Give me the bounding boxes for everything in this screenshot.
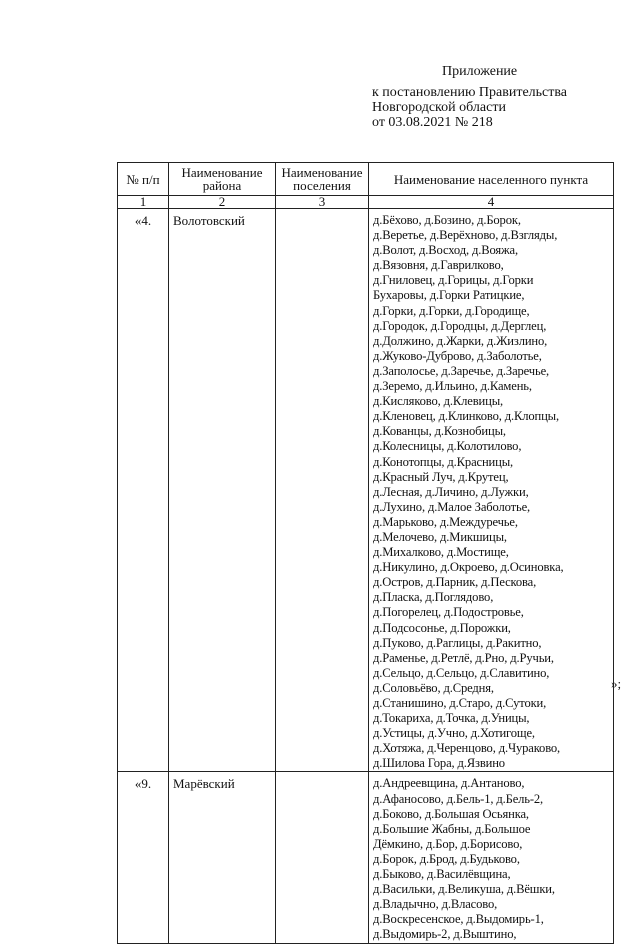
locality-line: д.Кленовец, д.Клинково, д.Клопцы,	[373, 409, 559, 424]
district-name: Волотовский	[169, 209, 276, 772]
settlements-table	[117, 162, 614, 944]
locality-line: д.Соловьёво, д.Средня,	[373, 680, 494, 695]
row-number: «4.	[118, 209, 169, 772]
col-number-3: 3	[276, 196, 369, 209]
locality-line: д.Марьково, д.Междуречье,	[373, 514, 518, 529]
locality-line: д.Конотопцы, д.Красницы,	[373, 454, 514, 469]
locality-line: д.Бёхово, д.Бозино, д.Борок,	[373, 213, 521, 227]
locality-line: д.Кисляково, д.Клевицы,	[373, 394, 504, 409]
locality-line: д.Устицы, д.Учно, д.Хотигоще,	[373, 726, 535, 741]
col-header-settlement: Наименование поселения	[276, 163, 369, 196]
locality-line: д.Колесницы, д.Колотилово,	[373, 439, 522, 454]
settlement-name	[276, 772, 369, 943]
locality-line: д.Подсосонье, д.Порожки,	[373, 620, 511, 635]
locality-line: д.Шилова Гора, д.Язвино	[373, 756, 505, 771]
decree-reference-line: к постановлению Правительства	[372, 85, 568, 100]
locality-line: д.Васильки, д.Великуша, д.Вёшки,	[373, 882, 555, 897]
locality-line: д.Пуково, д.Раглицы, д.Ракитно,	[373, 635, 542, 650]
locality-list	[369, 209, 614, 772]
locality-line: Бухаровы, д.Горки Ратицкие,	[373, 288, 525, 303]
locality-line: д.Хотяжа, д.Черенцово, д.Чураково,	[373, 741, 561, 756]
locality-line: д.Кованцы, д.Кознобицы,	[373, 424, 506, 439]
locality-line: д.Большие Жабны, д.Большое	[373, 821, 531, 836]
locality-line: д.Пласка, д.Поглядово,	[373, 590, 494, 605]
locality-line: д.Лухино, д.Малое Заболотье,	[373, 499, 531, 514]
col-number-2: 2	[169, 196, 276, 209]
locality-line: д.Никулино, д.Окроево, д.Осиновка,	[373, 560, 564, 575]
appendix-header	[372, 64, 632, 130]
locality-line: д.Городок, д.Городцы, д.Дерглец,	[373, 318, 547, 333]
decree-date-line: от 03.08.2021 № 218	[372, 115, 493, 130]
locality-line: д.Зеремо, д.Ильино, д.Камень,	[373, 379, 532, 394]
locality-line: д.Вязовня, д.Гаврилково,	[373, 258, 504, 273]
col-number-1: 1	[118, 196, 169, 209]
table-row	[118, 772, 614, 943]
locality-line: д.Жуково-Дуброво, д.Заболотье,	[373, 348, 542, 363]
locality-line: д.Борок, д.Брод, д.Будьково,	[373, 851, 520, 866]
locality-line: д.Михалково, д.Мостище,	[373, 545, 509, 560]
row-number: «9.	[118, 772, 169, 943]
settlement-name	[276, 209, 369, 772]
district-name: Марёвский	[169, 772, 276, 943]
locality-line: Дёмкино, д.Бор, д.Борисово,	[373, 836, 523, 851]
locality-line: д.Веретье, д.Верёхново, д.Взгляды,	[373, 228, 558, 243]
locality-line: д.Мелочево, д.Микшицы,	[373, 529, 507, 544]
table-row	[118, 209, 614, 772]
locality-line: д.Гниловец, д.Горицы, д.Горки	[373, 273, 534, 288]
locality-line: д.Выдомирь-2, д.Выштино,	[373, 927, 517, 942]
locality-line: д.Горки, д.Горки, д.Городище,	[373, 303, 530, 318]
locality-line: д.Красный Луч, д.Крутец,	[373, 469, 509, 484]
decree-region-line: Новгородской области	[372, 100, 506, 115]
locality-line: д.Владычно, д.Власово,	[373, 897, 498, 912]
col-header-district: Наименование района	[169, 163, 276, 196]
locality-line: д.Должино, д.Жарки, д.Жизлино,	[373, 333, 548, 348]
locality-line: д.Станишино, д.Старо, д.Сутоки,	[373, 696, 547, 710]
locality-line: д.Заполосье, д.Заречье, д.Заречье,	[373, 363, 550, 378]
locality-line: д.Андреевщина, д.Антаново,	[373, 776, 525, 791]
column-number-row	[118, 196, 614, 209]
locality-line: д.Лесная, д.Личино, д.Лужки,	[373, 484, 529, 499]
locality-line: д.Волот, д.Восход, д.Вояжа,	[373, 243, 518, 258]
locality-line: д.Погорелец, д.Подостровье,	[373, 605, 524, 620]
locality-list	[369, 772, 614, 943]
col-header-locality: Наименование населенного пункта	[369, 163, 614, 196]
col-number-4: 4	[369, 196, 614, 209]
locality-line: д.Остров, д.Парник, д.Пескова,	[373, 575, 537, 590]
locality-line: д.Афаносово, д.Бель-1, д.Бель-2,	[373, 791, 544, 806]
appendix-title: Приложение	[442, 64, 518, 79]
table-header-row	[118, 163, 614, 196]
locality-line: д.Воскресенское, д.Выдомирь-1,	[373, 912, 544, 927]
locality-line: д.Раменье, д.Ретлё, д.Рно, д.Ручьи,	[373, 650, 554, 665]
locality-line: д.Боково, д.Большая Осьянка,	[373, 806, 529, 821]
locality-line: д.Сельцо, д.Сельцо, д.Славитино,	[373, 665, 550, 680]
closing-quote: »;	[611, 676, 622, 691]
col-header-number: № п/п	[118, 163, 169, 196]
locality-line: д.Токариха, д.Точка, д.Уницы,	[373, 711, 530, 726]
locality-line: д.Быково, д.Василёвщина,	[373, 867, 511, 882]
